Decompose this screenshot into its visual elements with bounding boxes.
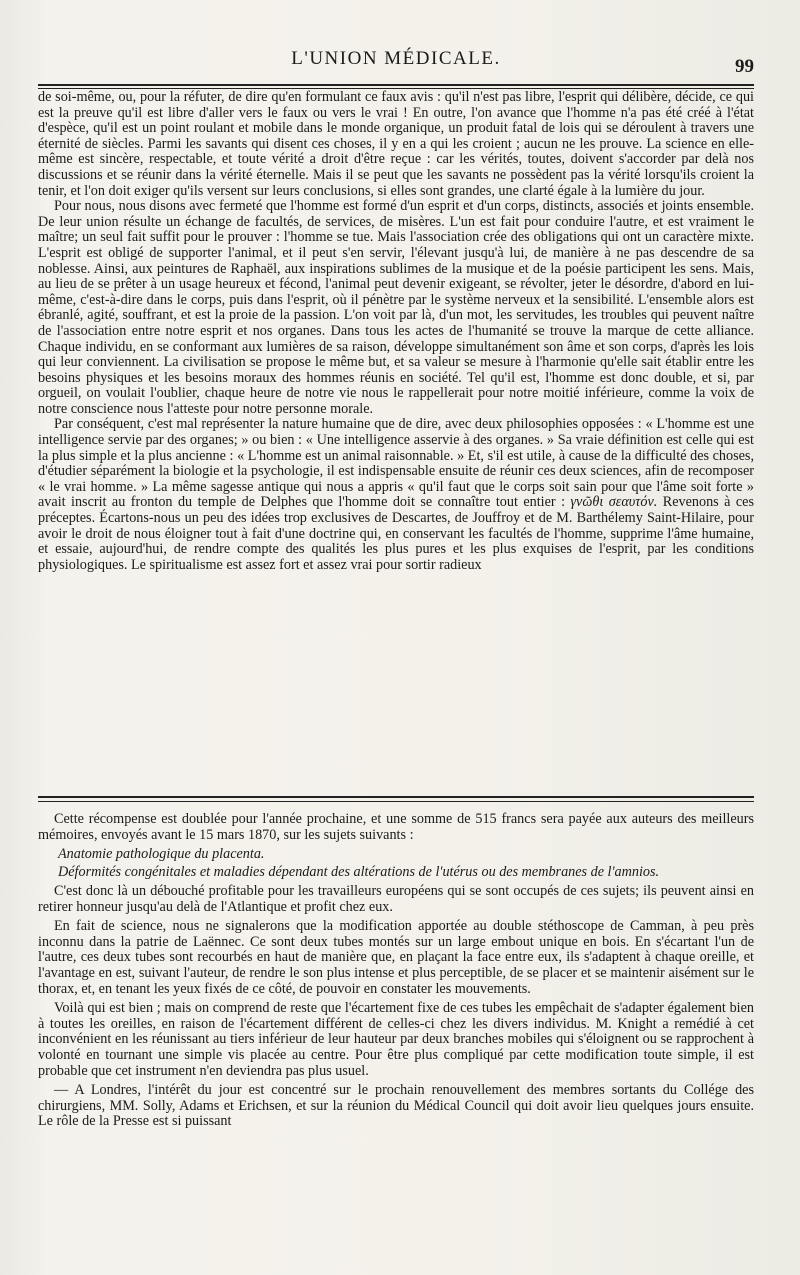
greek-maxim: γνῶθι σεαυτόν.	[570, 494, 658, 511]
note-paragraph-4: Voilà qui est bien ; mais on comprend de reste que l'écartement fixe de ces tubes les empêchait de s'adapter également bien à toutes les oreilles, en raison de l'écartement différent de celles-ci chez les divers individus. M. Knight a remédié à cet inconvénient en les réunissant au tiers inférieur de leur hauteur par deux branches mobiles qui s'éloignent ou se rapprochent à volonté en tournant une simple vis placée au centre. Pour être plus compliqué par cette modification toute simple, il est probable que cet instrument n'en deviendra pas plus usuel.	[38, 999, 754, 1079]
note-paragraph-1: Cette récompense est doublée pour l'année prochaine, et une somme de 515 francs sera payée aux auteurs des meilleurs mémoires, envoyés avant le 15 mars 1870, sur les sujets suivants :	[38, 811, 754, 843]
article-paragraph-1: de soi-même, ou, pour la réfuter, de dire qu'en formulant ce faux avis : qu'il n'est pas libre, l'esprit qui délibère, décide, ce qui est la preuve qu'il est libre d'aller vers le faux ou vers le vrai ! En outre, l'on avance que l'homme n'a pas été créé à l'état d'espèce, qu'il est un point roulant et mobile dans le monde organique, un produit fatal de lois qui se déroulent à travers une éternité de siècles. Parmi les savants qui disent ces choses, il y en a qui les croient ; aucun ne les prouve. La science en elle-même est sincère, respectable, et toute vérité a droit d'être reçue : car les vérités, toutes, doivent s'accorder par delà nos discussions et se réunir dans la vérité éternelle. Mais il se peut que les savants ne possèdent pas la vérité lorsqu'ils croient la tenir, et l'on doit exiger qu'ils versent sur leurs conclusions, si elles sont grandes, une clarté égale à la lumière du jour.	[38, 89, 754, 199]
note-paragraph-3: En fait de science, nous ne signalerons que la modification apportée au double stéthoscope de Camman, à peu près inconnu dans la patrie de Laënnec. Ce sont deux tubes montés sur un large embout unique en bois. En s'écartant l'un de l'autre, ces deux tubes sont recourbés en haut de manière que, en plaçant la face entre eux, ils s'adaptent à chaque oreille, et l'avantage en est, suivant l'auteur, de rendre le son plus intense et plus perceptible, de se placer et se maintenir aisément sur le thorax, et, en tenant les yeux fixés de ce côté, de pouvoir en constater les mouvements.	[38, 917, 754, 997]
article-paragraph-3-part-a: Par conséquent, c'est mal représenter la nature humaine que de dire, avec deux philosophies opposées : « L'homme est une intelligence servie par des organes; » ou bien : « Une intelligence asservie à des organes. » Sa vraie définition est celle qui est la plus simple et la plus ancienne : « L'homme est un animal raisonnable. » Et, s'il est utile, à cause de la difficulté des choses, d'étudier séparément la biologie et la psychologie, il est indispensable ensuite de réunir ces deux sciences, afin de recomposer « le vrai homme. » La même sagesse antique qui nous a appris « qu'il faut que le corps soit sain pour que l'âme soit forte » avait inscrit au fronton du temple de Delphes que l'homme doit se connaître tout entier :	[38, 416, 754, 511]
article-paragraph-3-part-b: Revenons à ces préceptes. Écartons-nous un peu des idées trop exclusives de Descartes, de Jouffroy et de M. Barthélemy Saint-Hilaire, pour avoir le droit de nous éloigner tout à fait d'une doctrine qui, en conservant les facultés de l'homme, supprime l'âme humaine, et essaie, aujourd'hui, de rendre compte des qualités les plus pures et les plus exquises de l'esprit, par les conditions physiologiques. Le spiritualisme est assez fort et assez vrai pour sortir radieux	[38, 494, 755, 573]
article-paragraph-3	[38, 417, 754, 573]
running-title: L'UNION MÉDICALE.	[291, 48, 501, 69]
page-header	[38, 48, 754, 84]
section-divider	[38, 796, 754, 802]
article-body	[38, 90, 754, 573]
article-paragraph-2: Pour nous, nous disons avec fermeté que l'homme est formé d'un esprit et d'un corps, distincts, associés et joints ensemble. De leur union résulte un échange de facultés, de services, de misères. L'un est fait pour conduire l'autre, et est vraiment le maître; un seul fait suffit pour le prouver : l'homme se tue. Mais l'association crée des obligations qui ont un caractère mixte. L'esprit est obligé de supporter l'animal, et il peut s'en servir, l'élevant jusqu'à lui, de manière à ne pas descendre de sa noblesse. Ainsi, aux peintures de Raphaël, aux inspirations sublimes de la musique et de la poésie participent les sens. Mais, au lieu de se prêter à un usage heureux et fécond, l'animal peut devenir exigeant, se révolter, jeter le désordre, d'abord en lui-même, c'est-à-dire dans le corps, puis dans l'esprit, où il pénètre par le système nerveux et la sensibilité. L'ensemble alors est ébranlé, agité, souffrant, et est la proie de la passion. L'on voit par là, d'un mot, les servitudes, les troubles qui peuvent naître de l'association entre notre esprit et nos organes. Dans tous les actes de l'humanité se trouve la marque de cette alliance. Chaque individu, en se conformant aux lumières de sa raison, développe simultanément son âme et son corps, d'après les lois qui leur conviennent. La civilisation se propose le même but, et sa valeur se mesure à l'harmonie qu'elle sait établir entre les besoins physiques et les besoins moraux des hommes réunis en société. Tel qu'il est, l'homme est donc double, et si, par orgueil, on voulait l'oublier, chaque heure de notre vie nous le rappellerait pour notre moitié inférieure, comme la voix de notre conscience nous l'atteste pour notre personne morale.	[38, 198, 754, 417]
chronicle-notes	[38, 812, 754, 1133]
prize-topic-2: Déformités congénitales et maladies dépendant des altérations de l'utérus ou des membranes de l'amnios.	[58, 864, 660, 881]
note-paragraph-5: — A Londres, l'intérêt du jour est concentré sur le prochain renouvellement des membres sortants du Collége des chirurgiens, MM. Solly, Adams et Erichsen, et sur la réunion du Médical Council qui doit avoir lieu quelques jours ensuite. Le rôle de la Presse est si puissant	[38, 1081, 754, 1130]
note-paragraph-2: C'est donc là un débouché profitable pour les travailleurs européens qui se sont occupés de ces sujets; ils peuvent ainsi en retirer honneur jusqu'au delà de l'Atlantique et profit chez eux.	[38, 883, 754, 915]
page-number: 99	[735, 56, 754, 77]
prize-topic-1: Anatomie pathologique du placenta.	[58, 845, 265, 862]
